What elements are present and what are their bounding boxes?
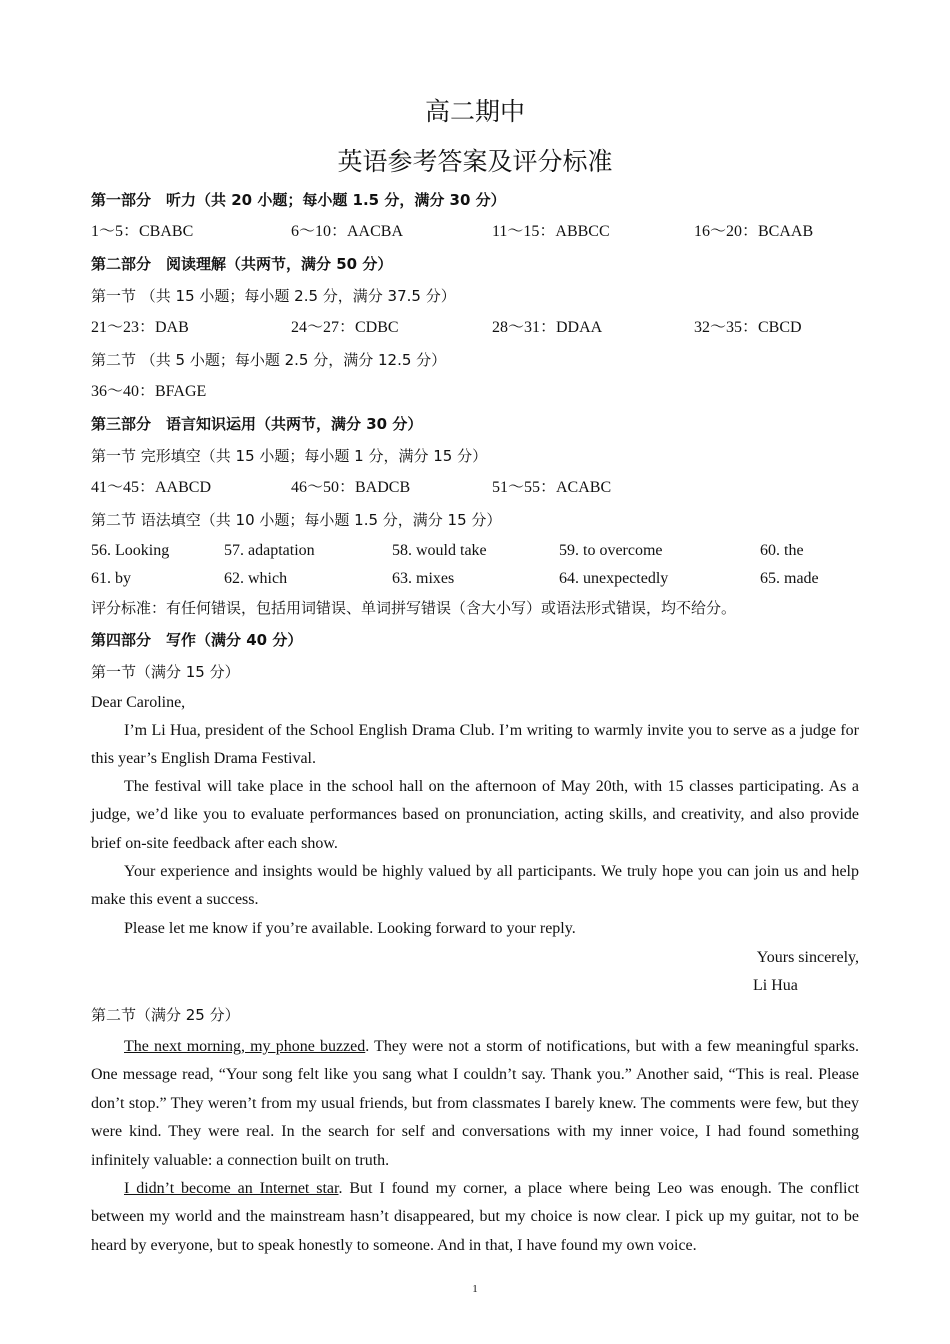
story-text: . They were not a storm of notifications, but with a few meaningful sparks. One message read, “Your song felt like you sang what I couldn’t say. Thank you.” Another said, “This is real. Please don’t stop.” They weren’t from my usual friends, but from classmates I barely knew. The comments were few, but they were kind. They were real. In the search for self and conversations with my inner voice, I had found something infinitely valuable: a connection built on truth.	[91, 1038, 860, 1169]
grammar-answer: 62. which	[224, 570, 288, 587]
letter-salutation: Dear Caroline,	[91, 694, 186, 711]
grammar-answer: 59. to overcome	[559, 542, 663, 559]
part4-section1-heading: 第一节（满分 15 分）	[91, 663, 240, 681]
grading-criteria: 评分标准：有任何错误，包括用词错误、单词拼写错误（含大小写）或语法形式错误，均不给分。	[91, 599, 737, 617]
grammar-answer: 57. adaptation	[224, 542, 315, 559]
answer-group: 6～10：AACBA	[291, 223, 404, 240]
grammar-answer: 63. mixes	[392, 570, 455, 587]
answer-group: 1～5：CBABC	[91, 223, 194, 240]
letter-paragraph: Your experience and insights would be highly valued by all participants. We truly hope you can join us and help make this event a success.	[91, 863, 859, 909]
grammar-answer: 65. made	[760, 570, 819, 587]
part3-section2-heading: 第二节 语法填空（共 10 小题；每小题 1.5 分，满分 15 分）	[91, 511, 502, 529]
answer-group: 28～31：DDAA	[492, 319, 603, 336]
page-number: 1	[472, 1283, 478, 1295]
grammar-answer: 60. the	[760, 542, 804, 559]
grammar-answer: 56. Looking	[91, 542, 170, 559]
part2-heading: 第二部分 阅读理解（共两节，满分 50 分）	[91, 255, 393, 273]
answer-group: 11～15：ABBCC	[492, 223, 610, 240]
answer-group: 36～40：BFAGE	[91, 383, 207, 400]
grammar-answer: 61. by	[91, 570, 131, 587]
answer-group: 32～35：CBCD	[694, 319, 802, 336]
letter-paragraph: Please let me know if you’re available. Looking forward to your reply.	[124, 920, 576, 937]
answer-group: 21～23：DAB	[91, 319, 189, 336]
part2-section1-heading: 第一节 （共 15 小题；每小题 2.5 分，满分 37.5 分）	[91, 287, 456, 305]
answer-group: 24～27：CDBC	[291, 319, 399, 336]
part4-section2-heading: 第二节（满分 25 分）	[91, 1006, 240, 1024]
part3-heading: 第三部分 语言知识运用（共两节，满分 30 分）	[91, 415, 423, 433]
answer-group: 51～55：ACABC	[492, 479, 612, 496]
letter-signature: Li Hua	[753, 977, 798, 994]
grammar-answer: 58. would take	[392, 542, 487, 559]
letter-paragraph: I’m Li Hua, president of the School English Drama Club. I’m writing to warmly invite you to serve as a judge for this year’s English Drama Festival.	[91, 722, 859, 768]
story-lead-sentence: The next morning, my phone buzzed	[124, 1038, 366, 1055]
page-subtitle: 英语参考答案及评分标准	[337, 147, 613, 176]
part2-section2-heading: 第二节 （共 5 小题；每小题 2.5 分，满分 12.5 分）	[91, 351, 447, 369]
story-lead-sentence: I didn’t become an Internet star	[124, 1180, 339, 1197]
grammar-answer: 64. unexpectedly	[559, 570, 669, 587]
answer-group: 46～50：BADCB	[291, 479, 411, 496]
part4-heading: 第四部分 写作（满分 40 分）	[91, 631, 303, 649]
letter-paragraph: The festival will take place in the school hall on the afternoon of May 20th, with 15 classes participating. As a judge, we’d like you to evaluate performances based on pronunciation, acting skills, and creativity, and also provide brief on-site feedback after each show.	[91, 778, 859, 852]
story-paragraph	[91, 1033, 859, 1175]
letter-closing: Yours sincerely,	[756, 949, 859, 966]
answer-group: 16～20：BCAAB	[694, 223, 814, 240]
story-paragraph	[91, 1175, 859, 1260]
answer-group: 41～45：AABCD	[91, 479, 212, 496]
part1-heading: 第一部分 听力（共 20 小题；每小题 1.5 分，满分 30 分）	[91, 191, 506, 209]
page-title: 高二期中	[424, 97, 525, 126]
story-text: . But I found my corner, a place where being Leo was enough. The conflict between my world and the mainstream hasn’t disappeared, but my choice is now clear. I pick up my guitar, not to be heard by everyone, but to speak honestly to someone. And in that, I have found my own voice.	[91, 1180, 860, 1254]
part3-section1-heading: 第一节 完形填空（共 15 小题；每小题 1 分，满分 15 分）	[91, 447, 488, 465]
